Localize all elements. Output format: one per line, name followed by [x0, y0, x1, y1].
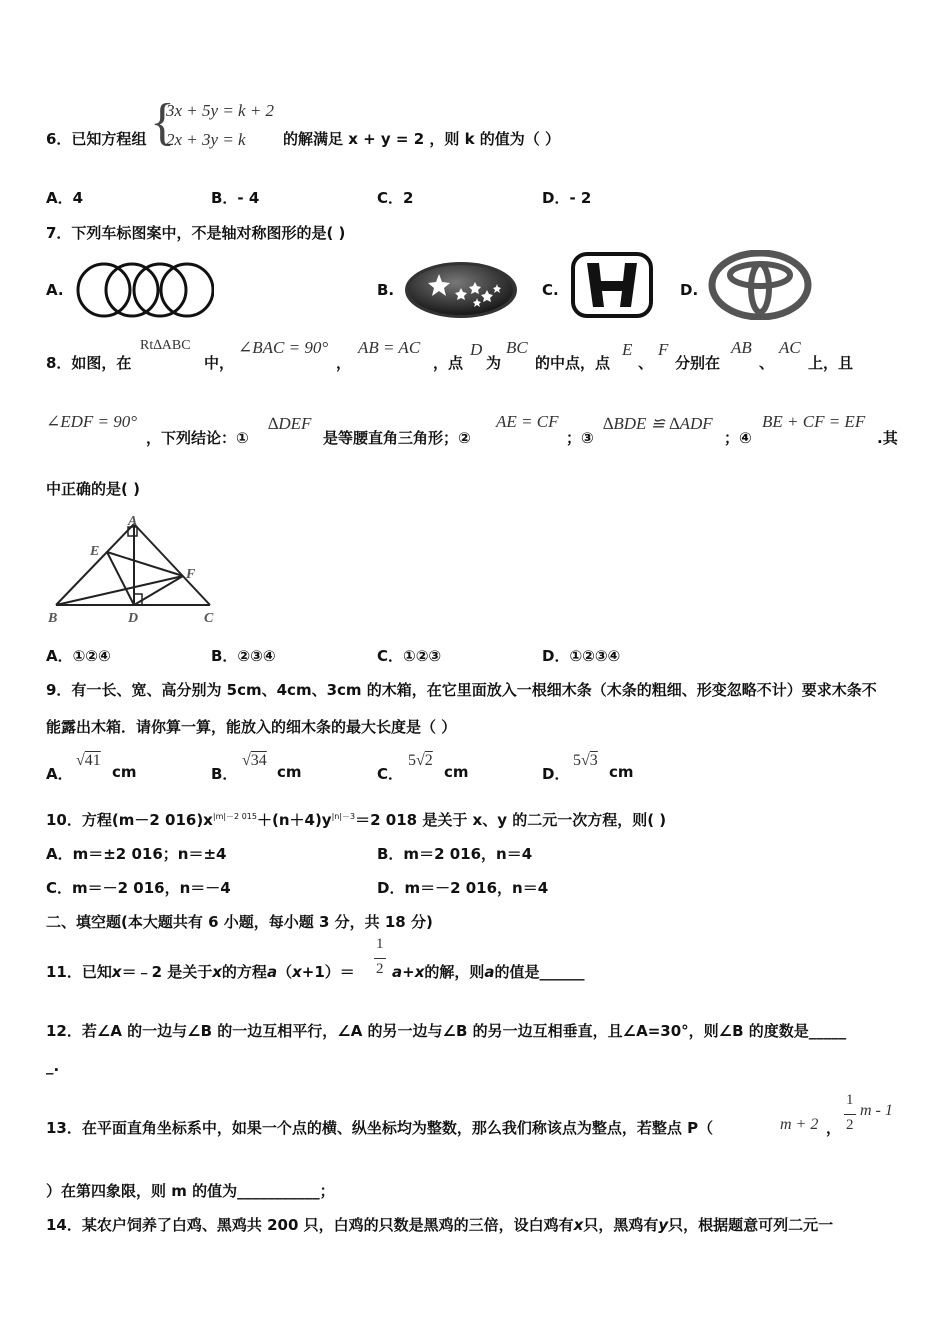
q13-math-m-minus-1: m - 1 [860, 1102, 893, 1119]
q8-math-bc: BC [506, 338, 528, 357]
q8-math-rt-triangle: Rt∆ABC [140, 338, 191, 353]
audi-rings-logo [76, 262, 214, 318]
q9-option-d-label: D． [542, 765, 570, 783]
q8-math-f: F [658, 340, 669, 359]
q8-text-16: 中正确的是( ) [46, 480, 140, 498]
q9-option-d-unit: cm [609, 763, 634, 781]
q7-stem: 7．下列车标图案中，不是轴对称图形的是( ) [46, 224, 346, 242]
q8-text-6: 的中点，点 [535, 354, 611, 372]
q6-eq2: 2x + 3y = k [166, 130, 246, 149]
q13-math-m-plus-2: m + 2 [780, 1116, 819, 1133]
q8-option-d: D．①②③④ [542, 647, 621, 665]
q13-fraction-bar [844, 1114, 856, 1115]
q8-text-11: ，下列结论：① [146, 429, 249, 447]
q9-option-b-unit: cm [277, 763, 302, 781]
q8-math-congruent: ∆BDE ≌ ∆ADF [603, 414, 713, 433]
q13-line-2: ）在第四象限，则 m 的值为___________； [46, 1182, 335, 1200]
q7-label-c: C. [542, 281, 559, 299]
q13-fraction-numerator: 1 [846, 1092, 854, 1108]
q9-option-a-value: √41 [76, 752, 101, 769]
q9-option-d-value: 5√3 [573, 752, 598, 769]
q6-brace: { [150, 94, 175, 151]
q8-math-ab: AB [731, 338, 752, 357]
fig-label-b: B [48, 611, 58, 626]
q6-option-d: D．- 2 [542, 189, 592, 207]
q8-option-b: B．②③④ [211, 647, 276, 665]
q9-option-b-value: √34 [242, 752, 267, 769]
q10-option-b: B．m＝2 016，n＝4 [377, 845, 533, 863]
q9-option-b-label: B． [211, 765, 238, 783]
q6-number: 6．已知方程组 [46, 130, 147, 148]
q10-option-a: A．m＝±2 016；n＝±4 [46, 845, 227, 863]
q8-option-c: C．①②③ [377, 647, 442, 665]
q8-math-angle-bac: ∠BAC = 90° [238, 338, 329, 357]
q8-text-2: 中， [204, 354, 235, 372]
q9-option-a-unit: cm [112, 763, 137, 781]
q8-text-7: 、 [638, 354, 654, 372]
q10-option-d: D．m＝－2 016，n＝4 [377, 879, 549, 897]
q8-text-1: 8．如图，在 [46, 354, 132, 372]
q9-option-c-unit: cm [444, 763, 469, 781]
q9-option-c-label: C． [377, 765, 404, 783]
q7-label-d: D. [680, 281, 699, 299]
q8-text-3: ， [336, 354, 352, 372]
q13-line-1: 13．在平面直角坐标系中，如果一个点的横、纵坐标均为整数，那么我们称该点为整点，若整点 P（ [46, 1119, 714, 1137]
q8-math-be-cf-ef: BE + CF = EF [762, 412, 866, 431]
q8-math-ab-ac: AB = AC [358, 338, 421, 357]
honda-logo [570, 251, 654, 319]
q10-stem: 10．方程(m－2 $016)x^{|m|-2 015}+(n+4)y^{|n|-3}=2$ 018 是关于 x、y 的二元一次方程，则( ) [46, 811, 667, 829]
fig-label-d: D [128, 611, 139, 626]
fig-label-c: C [204, 611, 214, 626]
fig-label-a: A [128, 514, 138, 529]
q6-option-c: C．2 [377, 189, 414, 207]
q8-text-4: ，点 [433, 354, 464, 372]
q10-option-c: C．m＝－2 016，n＝－4 [46, 879, 231, 897]
q8-math-angle-edf: ∠EDF = 90° [46, 412, 138, 431]
q11-stem-end: a+x的解，则a的值是______ [392, 963, 585, 981]
q8-triangle-figure [44, 508, 224, 632]
q11-fraction-bar [374, 958, 386, 959]
q8-math-e: E [622, 340, 633, 359]
q8-text-13: ；③ [566, 429, 594, 447]
q6-option-b: B．- 4 [211, 189, 260, 207]
q8-text-9: 、 [759, 354, 775, 372]
q9-line-2: 能露出木箱．请你算一算，能放入的细木条的最大长度是（ ） [46, 718, 457, 736]
q13-comma: ， [826, 1119, 842, 1137]
q7-label-a: A. [46, 281, 64, 299]
q8-math-ae-cf: AE = CF [496, 412, 559, 431]
section-2-heading: 二、填空题(本大题共有 6 小题，每小题 3 分，共 18 分) [46, 913, 433, 931]
q11-fraction-denominator: 2 [376, 961, 384, 977]
q8-math-d: D [470, 340, 483, 359]
q6-condition: 的解满足 x + y = 2 ，则 k 的值为（ ） [283, 130, 561, 148]
q6-eq1: 3x + 5y = k + 2 [166, 101, 275, 120]
q14-line-1: 14．某农户饲养了白鸡、黑鸡共 200 只，白鸡的只数是黑鸡的三倍，设白鸡有x只，黑鸡有y只，根据题意可列二元一 [46, 1216, 834, 1234]
q8-math-def: ∆DEF [268, 414, 312, 433]
q13-answer-blank[interactable]: ___________ [237, 1182, 320, 1200]
fig-label-f: F [186, 567, 196, 582]
q8-math-ac: AC [779, 338, 801, 357]
q13-fraction-denominator: 2 [846, 1117, 854, 1133]
q7-label-b: B. [377, 281, 395, 299]
toyota-logo [708, 250, 812, 320]
q12-line-2: _. [46, 1057, 60, 1075]
q8-text-8: 分别在 [675, 354, 721, 372]
q9-option-a-label: A． [46, 765, 73, 783]
q8-text-15: .其 [877, 429, 898, 447]
q8-option-a: A．①②④ [46, 647, 111, 665]
q11-fraction-numerator: 1 [376, 936, 384, 952]
q6-option-a: A．4 [46, 189, 84, 207]
q8-text-5: 为 [486, 354, 502, 372]
q11-stem: 11．已知x＝﹣2 是关于x的方程a（x+1）＝ [46, 963, 355, 981]
q9-line-1: 9．有一长、宽、高分别为 5cm、4cm、3cm 的木箱，在它里面放入一根细木条（木条的粗细、形变忽略不计）要求木条不 [46, 681, 877, 699]
q8-text-12: 是等腰直角三角形；② [323, 429, 471, 447]
q8-text-10: 上，且 [808, 354, 854, 372]
q12-line-1: 12．若∠A 的一边与∠B 的一边互相平行，∠A 的另一边与∠B 的另一边互相垂直，且∠A=30°，则∠B 的度数是_____ [46, 1022, 847, 1040]
q9-option-c-value: 5√2 [408, 752, 433, 769]
q8-text-14: ；④ [724, 429, 752, 447]
fig-label-e: E [90, 544, 100, 559]
subaru-logo [403, 260, 519, 320]
